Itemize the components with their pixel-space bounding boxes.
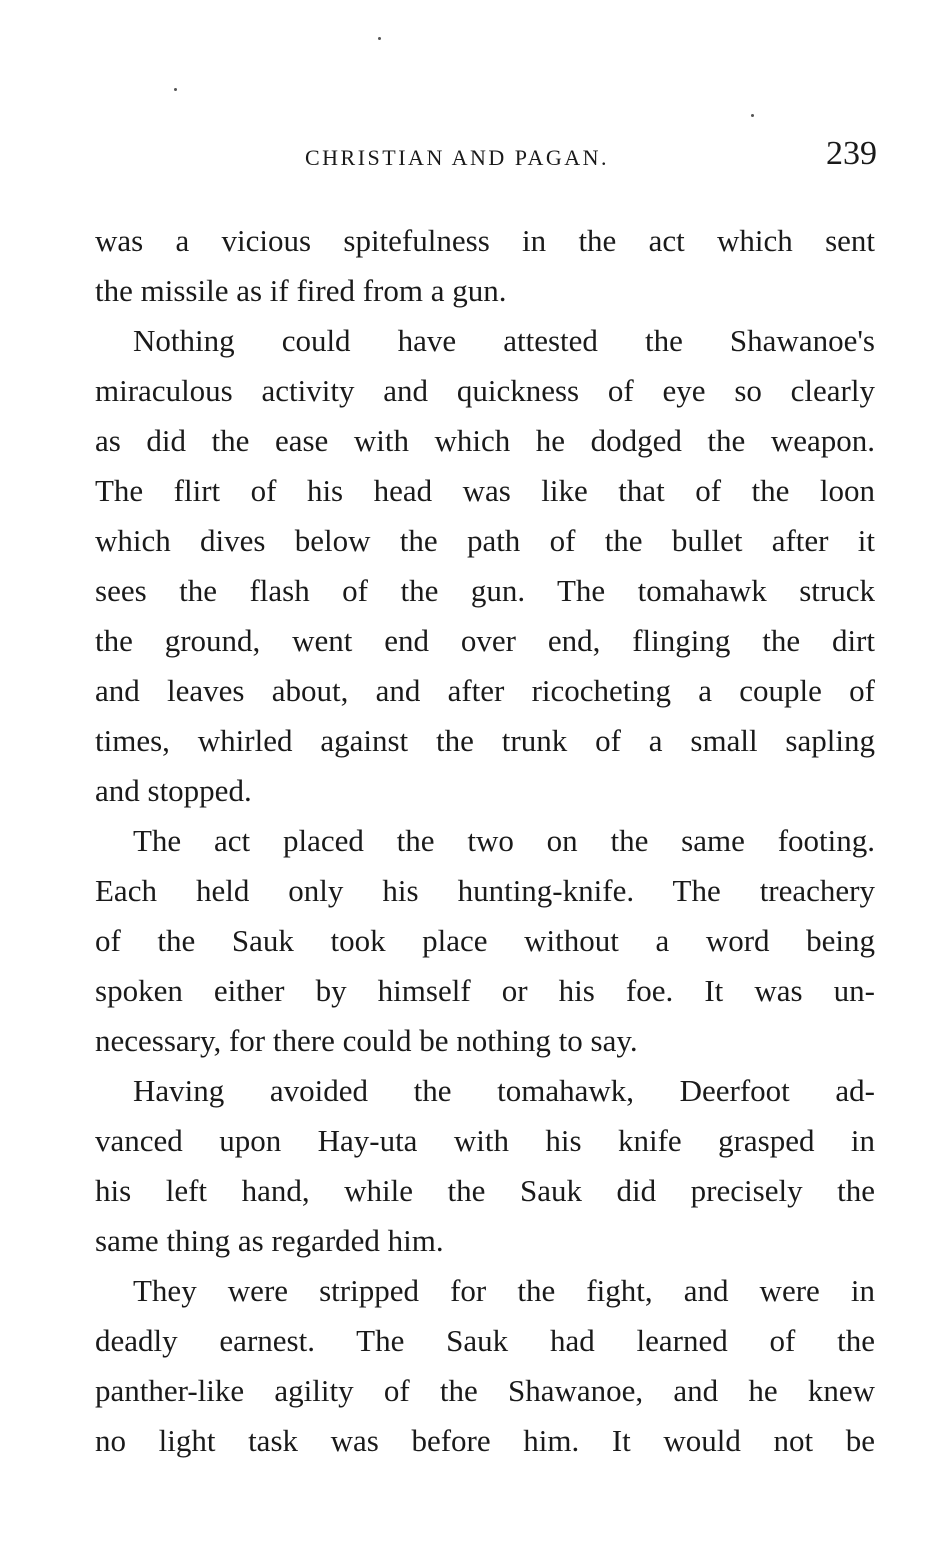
text-line: The act placed the two on the same footing. <box>133 823 875 858</box>
text-line: vanced upon Hay-uta with his knife grasped in <box>95 1123 875 1158</box>
text-line: no light task was before him. It would not be <box>95 1423 875 1458</box>
text-line: They were stripped for the fight, and were in <box>133 1273 875 1308</box>
text-line: Nothing could have attested the Shawanoe's <box>133 323 875 358</box>
text-line: spoken either by himself or his foe. It was un- <box>95 973 875 1008</box>
text-line: Each held only his hunting-knife. The treachery <box>95 873 875 908</box>
text-line: and stopped. <box>95 773 252 808</box>
text-line: The flirt of his head was like that of the loon <box>95 473 875 508</box>
text-line: and leaves about, and after ricocheting a couple of <box>95 673 875 708</box>
text-line: as did the ease with which he dodged the weapon. <box>95 423 875 458</box>
text-line: times, whirled against the trunk of a small sapling <box>95 723 875 758</box>
print-speck <box>174 88 177 91</box>
text-line: same thing as regarded him. <box>95 1223 444 1258</box>
text-line: sees the flash of the gun. The tomahawk struck <box>95 573 875 608</box>
running-head: CHRISTIAN AND PAGAN. <box>305 145 610 170</box>
print-speck <box>378 37 381 40</box>
text-line: panther-like agility of the Shawanoe, and he knew <box>95 1373 875 1408</box>
print-speck <box>751 114 754 117</box>
body-text <box>95 216 875 1466</box>
text-line: miraculous activity and quickness of eye so clearly <box>95 373 875 408</box>
page-header <box>95 135 877 175</box>
text-line: which dives below the path of the bullet after it <box>95 523 875 558</box>
text-line: his left hand, while the Sauk did precisely the <box>95 1173 875 1208</box>
text-line: Having avoided the tomahawk, Deerfoot ad- <box>133 1073 875 1108</box>
text-line: of the Sauk took place without a word being <box>95 923 875 958</box>
page-number: 239 <box>826 135 877 172</box>
text-line: deadly earnest. The Sauk had learned of the <box>95 1323 875 1358</box>
text-line: the missile as if fired from a gun. <box>95 273 507 308</box>
text-line: necessary, for there could be nothing to say. <box>95 1023 638 1058</box>
text-line: the ground, went end over end, flinging the dirt <box>95 623 875 658</box>
text-line: was a vicious spitefulness in the act which sent <box>95 223 875 258</box>
